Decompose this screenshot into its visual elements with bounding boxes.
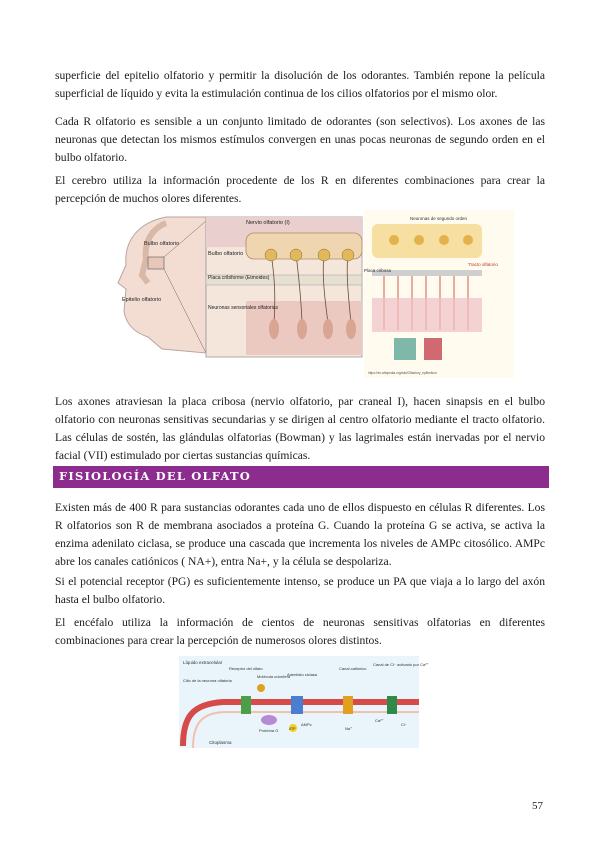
receptor-protein — [241, 696, 251, 714]
cl-channel — [387, 696, 397, 714]
fig3-channel: Canal catiónico — [339, 666, 367, 671]
epithelium-layer — [372, 298, 482, 332]
paragraph-5: Existen más de 400 R para sustancias odorantes cada uno de ellos dispuesto en células R diferentes. Los R olfatorios son R de membrana asociados a proteína G. Cuando la proteína G se activa, se activa la enzima adenilato ciclasa, se produce una cascada que incrementa los niveles de AMPc citosólico. AMPc abre los canales catiónicos ( NA+), entra Na+, y la célula se despolariza. — [55, 501, 545, 568]
olfactory-anatomy-figure — [96, 213, 364, 358]
fig3-ca: Ca²⁺ — [375, 718, 384, 723]
fig3-extracellular: Líquido extracelular — [183, 660, 223, 665]
fig3-cytoplasm: Citoplasma — [209, 740, 232, 745]
paragraph-2: Cada R olfatorio es sensible a un conjunto limitado de odorantes (son selectivos). Los axones de las neuronas que detectan los mismos estímulos convergen en unas pocas neuronas de segundo orden en el bulbo olfatorio. — [55, 115, 545, 164]
fig2-label-top: Neuronas de segundo orden — [410, 216, 468, 221]
fig3-odorant: Molécula odorífera — [257, 674, 291, 679]
label-nerve: Nervio olfatorio (I) — [246, 220, 290, 226]
paragraph-7: El encéfalo utiliza la información de cientos de neuronas sensitivas olfatorias en diferentes combinaciones para crear la percepción de numerosos olores distintos. — [55, 616, 545, 647]
fig2-label-plate: Placa cribosa — [364, 268, 392, 273]
fig3-amp: AMPc — [301, 722, 312, 727]
olfactory-region — [148, 257, 164, 269]
fig3-gprotein: Proteína G — [259, 728, 279, 733]
fig2-source: https://en.wikipedia.org/wiki/Olfactory_epithelium — [368, 371, 437, 375]
label-plate: Placa cribiforme (Etmoides) — [208, 275, 270, 281]
paragraph-1: superficie del epitelio olfatorio y permitir la disolución de los odorantes. También repone la película superficial de líquido y evita la estimulación continua de los cilios olfatorios por el mismo olor. — [55, 69, 545, 100]
label-neurons: Neuronas sensoriales olfatorias — [208, 305, 279, 311]
olfactory-epithelium-figure — [364, 210, 514, 378]
fig3-cl: Cl⁻ — [401, 722, 407, 727]
fig3-atp: ATP — [289, 727, 296, 731]
fig3-cl-channel: Canal de Cl⁻ activado por Ca²⁺ — [373, 662, 429, 667]
page-number: 57 — [532, 800, 543, 812]
cation-channel — [343, 696, 353, 714]
label-bulb-inset: Bulbo olfatorio — [208, 251, 244, 257]
g-protein — [261, 715, 277, 725]
odorant-molecule — [257, 684, 265, 692]
label-epithelium: Epitelio olfatorio — [122, 297, 162, 303]
paragraph-3: El cerebro utiliza la información procedente de los R en diferentes combinaciones para crear la percepción de muchos olores diferentes. — [55, 174, 545, 205]
head-profile — [118, 217, 206, 353]
fig3-cyclase: Adenilato ciclasa — [287, 672, 318, 677]
section-header — [53, 466, 549, 488]
paragraph-6: Si el potencial receptor (PG) es suficientemente intenso, se produce un PA que viaja a lo largo del axón hasta el bulbo olfatorio. — [55, 575, 545, 606]
fig2-label-tract: Tracto olfatorio — [468, 262, 498, 267]
fig3-na: Na⁺ — [345, 726, 353, 731]
section-title: FISIOLOGÍA DEL OLFATO — [59, 469, 251, 483]
fig3-receptor: Receptor del olfato — [229, 666, 263, 671]
cyclase-protein — [291, 696, 303, 714]
paragraph-4: Los axones atraviesan la placa cribosa (nervio olfatorio, par craneal I), hacen sinapsis en el bulbo olfatorio con neuronas sensitivas secundarias y se dirigen al centro olfatorio mediante el tracto olfatorio. Las células de sostén, las glándulas olfatorias (Bowman) y las lagrimales están inervadas por el nervio facial (VII) estimulado por ciertas sustancias químicas. — [55, 395, 545, 462]
label-bulb-left: Bulbo olfatorio — [144, 241, 180, 247]
transduction-figure — [179, 656, 429, 748]
fig3-cilia: Cilio de la neurona olfatoria — [183, 678, 232, 683]
